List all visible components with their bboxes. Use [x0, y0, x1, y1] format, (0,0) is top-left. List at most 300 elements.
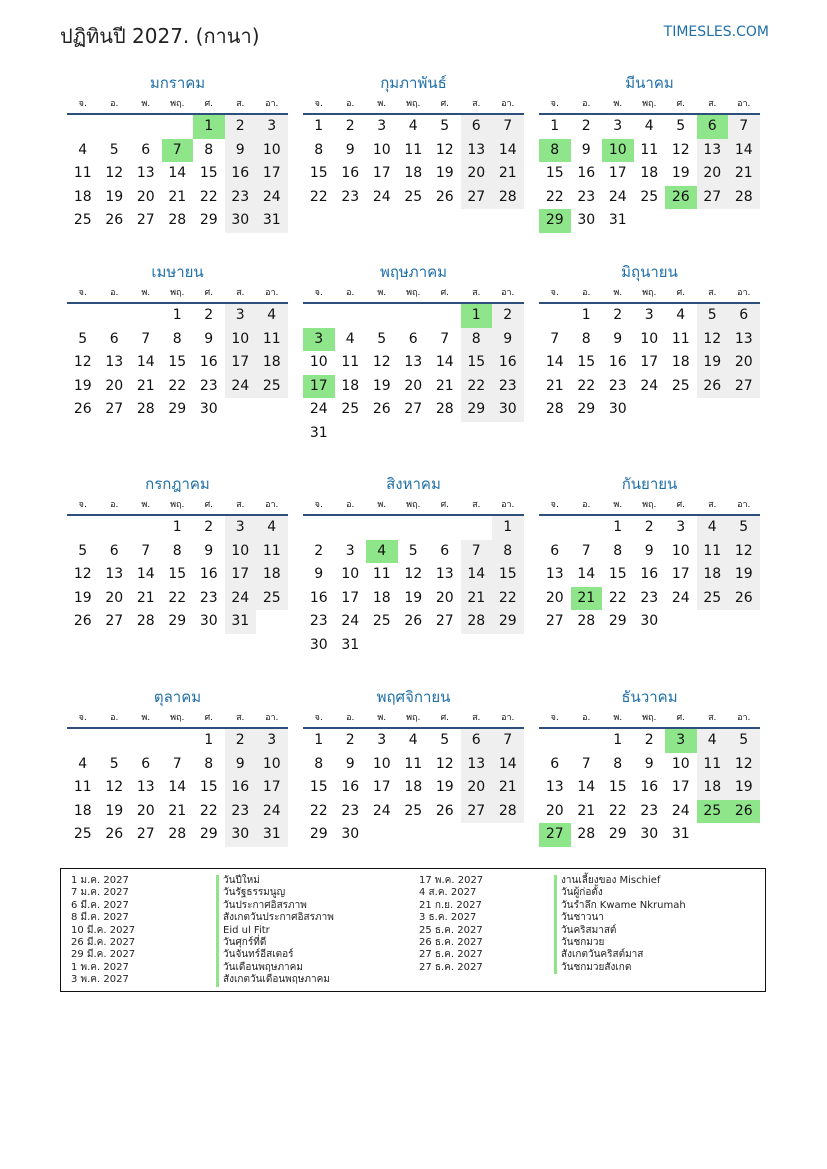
day-cell: 10	[341, 566, 360, 583]
day-cell: 25	[372, 613, 391, 630]
day-cell: 17	[671, 779, 690, 796]
day-cell: 25	[256, 587, 288, 611]
weekday-label: จ.	[78, 500, 87, 510]
empty-cell	[539, 304, 571, 328]
day-cell: 7	[461, 540, 493, 564]
month-name: มกราคม	[149, 74, 206, 92]
day-cell: 7	[440, 330, 450, 347]
day-cell: 17	[256, 776, 288, 800]
day-cell: 24	[372, 802, 391, 819]
weekday-label: อา.	[737, 500, 751, 510]
day-cell: 20	[404, 377, 423, 394]
day-cell: 23	[199, 589, 218, 606]
day-cell: 23	[341, 188, 360, 205]
day-cell: 8	[204, 755, 214, 772]
day-cell: 5	[377, 330, 387, 347]
month-name: กุมภาพันธ์	[380, 74, 447, 92]
day-cell: 7	[141, 330, 151, 347]
day-cell: 4	[345, 330, 355, 347]
day-cell: 6	[461, 729, 493, 753]
weekday-label: อ.	[582, 288, 591, 298]
month-name: กันยายน	[621, 475, 678, 493]
weekday-label: จ.	[314, 99, 323, 109]
day-cell: 11	[372, 566, 391, 583]
day-cell: 7	[581, 542, 591, 559]
day-cell: 4	[256, 516, 288, 540]
day-cell: 18	[256, 563, 288, 587]
day-cell: 12	[435, 141, 454, 158]
day-cell: 5	[78, 330, 88, 347]
day-cell: 14	[577, 566, 596, 583]
legend-right-names	[554, 875, 686, 974]
day-cell: 1	[172, 519, 182, 535]
day-cell: 5	[109, 141, 119, 158]
holiday-day-cell: 1	[461, 304, 493, 328]
legend-right-dates	[419, 875, 483, 974]
legend-holiday-name: วันชกมวย	[554, 937, 686, 949]
day-cell: 3	[256, 115, 288, 139]
weekday-header	[539, 710, 760, 729]
day-cell: 20	[105, 589, 124, 606]
empty-cell	[335, 304, 367, 328]
day-cell: 28	[728, 186, 760, 210]
day-cell: 4	[408, 118, 418, 134]
weekday-label: พ.	[613, 288, 623, 298]
day-cell: 19	[372, 377, 391, 394]
legend-date: 10 มี.ค. 2027	[71, 924, 136, 936]
weekday-header	[303, 710, 524, 729]
day-cell: 15	[309, 779, 328, 796]
day-cell: 18	[697, 776, 729, 800]
day-cell: 17	[225, 563, 257, 587]
weekday-label: ศ.	[676, 500, 686, 510]
day-cell: 9	[345, 141, 355, 158]
weekday-label: พ.	[141, 713, 151, 723]
day-cell: 16	[640, 566, 659, 583]
day-cell: 4	[78, 755, 88, 772]
holiday-day-cell: 3	[303, 328, 335, 352]
day-cell: 13	[461, 139, 493, 163]
day-cell: 14	[492, 753, 524, 777]
day-cell: 22	[492, 587, 524, 611]
day-cell: 4	[676, 307, 686, 323]
empty-cell	[130, 729, 162, 753]
day-cell: 25	[256, 375, 288, 399]
weekday-header	[539, 497, 760, 516]
day-cell: 28	[492, 186, 524, 210]
legend-date: 27 ธ.ค. 2027	[419, 961, 483, 973]
empty-cell	[571, 729, 603, 753]
day-cell: 29	[461, 398, 493, 422]
weekday-label: ศ.	[204, 713, 214, 723]
weekday-label: พฤ.	[406, 713, 421, 723]
weekday-label: พฤ.	[642, 99, 657, 109]
day-cell: 9	[644, 755, 654, 772]
day-cell: 1	[613, 519, 623, 535]
day-cell: 9	[204, 330, 214, 347]
holiday-day-cell: 26	[665, 186, 697, 210]
day-cell: 2	[204, 519, 214, 535]
day-cell: 12	[73, 354, 92, 371]
day-cell: 3	[377, 118, 387, 134]
day-cell: 8	[613, 755, 623, 772]
legend-holiday-name: สังเกตวันประกาศอิสรภาพ	[216, 912, 334, 924]
day-cell: 8	[581, 330, 591, 347]
day-cell: 16	[199, 354, 218, 371]
day-cell: 28	[136, 613, 155, 630]
day-cell: 17	[640, 354, 659, 371]
weekday-label: พ.	[377, 500, 387, 510]
day-cell: 26	[697, 375, 729, 399]
day-cell: 23	[199, 377, 218, 394]
day-cell: 27	[461, 186, 493, 210]
day-cell: 27	[435, 613, 454, 630]
day-cell: 2	[492, 304, 524, 328]
day-cell: 2	[581, 118, 591, 134]
day-cell: 29	[608, 613, 627, 630]
day-cell: 9	[225, 139, 257, 163]
day-cell: 2	[314, 542, 324, 559]
day-cell: 11	[671, 330, 690, 347]
month-block	[539, 70, 760, 233]
weekday-label: ส.	[472, 500, 481, 510]
day-cell: 15	[309, 165, 328, 182]
holiday-day-cell: 10	[602, 139, 634, 163]
legend-date: 7 ม.ค. 2027	[71, 887, 129, 899]
legend-left-names	[216, 875, 334, 987]
day-cell: 4	[697, 516, 729, 540]
day-cell: 24	[341, 613, 360, 630]
day-cell: 10	[671, 755, 690, 772]
day-cell: 9	[492, 328, 524, 352]
day-cell: 22	[309, 188, 328, 205]
day-grid	[303, 115, 524, 209]
day-cell: 28	[168, 826, 187, 843]
day-cell: 5	[78, 542, 88, 559]
weekday-header	[67, 710, 288, 729]
day-cell: 21	[492, 162, 524, 186]
empty-cell	[366, 516, 398, 540]
weekday-label: อา.	[737, 713, 751, 723]
day-cell: 3	[377, 732, 387, 748]
day-cell: 20	[105, 377, 124, 394]
month-name: ตุลาคม	[153, 688, 202, 706]
day-cell: 28	[545, 401, 564, 418]
day-cell: 10	[256, 753, 288, 777]
month-block	[303, 684, 524, 847]
legend-holiday-name: วันผู้ก่อตั้ง	[554, 887, 686, 899]
legend-date: 3 ธ.ค. 2027	[419, 912, 477, 924]
legend-holiday-name: วันปีใหม่	[216, 875, 334, 887]
day-cell: 11	[404, 141, 423, 158]
weekday-label: ศ.	[676, 713, 686, 723]
empty-cell	[539, 729, 571, 753]
day-cell: 17	[608, 165, 627, 182]
day-cell: 19	[105, 802, 124, 819]
day-cell: 3	[345, 542, 355, 559]
day-cell: 29	[577, 401, 596, 418]
empty-cell	[366, 304, 398, 328]
day-cell: 21	[136, 589, 155, 606]
day-cell: 8	[172, 330, 182, 347]
site-link[interactable]: TIMESLES.COM	[663, 24, 769, 40]
month-name: พฤศจิกายน	[376, 688, 451, 706]
weekday-label: อ.	[110, 99, 119, 109]
holiday-day-cell: 8	[539, 139, 571, 163]
empty-cell	[539, 516, 571, 540]
legend-left-dates	[71, 875, 135, 987]
day-cell: 12	[105, 165, 124, 182]
day-cell: 7	[728, 115, 760, 139]
weekday-label: อา.	[265, 500, 279, 510]
day-cell: 5	[728, 516, 760, 540]
day-cell: 14	[577, 779, 596, 796]
day-cell: 9	[581, 141, 591, 158]
empty-cell	[398, 516, 430, 540]
weekday-label: ศ.	[440, 500, 450, 510]
weekday-label: ศ.	[440, 288, 450, 298]
day-cell: 26	[435, 802, 454, 819]
day-cell: 30	[199, 401, 218, 418]
month-block	[67, 471, 288, 634]
day-cell: 16	[492, 351, 524, 375]
day-cell: 5	[109, 755, 119, 772]
weekday-label: พฤ.	[170, 288, 185, 298]
day-cell: 30	[640, 826, 659, 843]
day-cell: 23	[640, 589, 659, 606]
weekday-label: อา.	[265, 99, 279, 109]
day-cell: 7	[492, 729, 524, 753]
day-cell: 18	[73, 802, 92, 819]
day-cell: 3	[256, 729, 288, 753]
weekday-label: ส.	[472, 713, 481, 723]
day-cell: 1	[314, 732, 324, 748]
day-cell: 23	[577, 188, 596, 205]
day-cell: 13	[545, 779, 564, 796]
day-cell: 24	[309, 401, 328, 418]
weekday-label: จ.	[314, 500, 323, 510]
month-name: พฤษภาคม	[379, 263, 448, 281]
day-cell: 4	[408, 732, 418, 748]
legend-date: 29 มี.ค. 2027	[71, 949, 136, 961]
day-cell: 22	[199, 802, 218, 819]
day-grid	[303, 516, 524, 658]
day-cell: 17	[671, 566, 690, 583]
holiday-day-cell: 3	[665, 729, 697, 753]
day-cell: 12	[73, 566, 92, 583]
day-cell: 14	[136, 354, 155, 371]
legend-holiday-name: วันประกาศอิสรภาพ	[216, 900, 334, 912]
day-cell: 27	[697, 186, 729, 210]
day-cell: 4	[644, 118, 654, 134]
day-cell: 14	[168, 779, 187, 796]
month-name: เมษายน	[151, 263, 204, 281]
day-cell: 1	[550, 118, 560, 134]
weekday-label: อ.	[582, 99, 591, 109]
day-cell: 26	[435, 188, 454, 205]
day-cell: 23	[225, 186, 257, 210]
day-cell: 18	[256, 351, 288, 375]
legend-date: 27 ธ.ค. 2027	[419, 949, 483, 961]
legend-date: 6 มี.ค. 2027	[71, 899, 129, 911]
day-cell: 15	[168, 566, 187, 583]
weekday-label: ศ.	[440, 99, 450, 109]
empty-cell	[162, 729, 194, 753]
weekday-label: พฤ.	[642, 288, 657, 298]
day-cell: 11	[697, 540, 729, 564]
day-cell: 26	[105, 826, 124, 843]
day-cell: 20	[728, 351, 760, 375]
day-grid	[539, 115, 760, 233]
day-cell: 21	[168, 188, 187, 205]
day-cell: 31	[341, 636, 360, 653]
weekday-label: ศ.	[676, 288, 686, 298]
day-cell: 22	[168, 377, 187, 394]
weekday-label: อ.	[346, 288, 355, 298]
day-cell: 7	[550, 330, 560, 347]
day-cell: 11	[256, 328, 288, 352]
day-cell: 28	[577, 826, 596, 843]
month-block	[539, 259, 760, 422]
weekday-label: อ.	[110, 288, 119, 298]
day-cell: 14	[461, 563, 493, 587]
page-title: ปฏิทินปี 2027. (กานา)	[60, 24, 260, 48]
weekday-label: พ.	[613, 713, 623, 723]
day-cell: 13	[435, 566, 454, 583]
legend-holiday-name: วันรำลึก Kwame Nkrumah	[554, 900, 686, 912]
legend-holiday-name: วันศุกร์ที่ดี	[216, 937, 334, 949]
weekday-label: พฤ.	[642, 713, 657, 723]
weekday-label: ส.	[708, 500, 717, 510]
weekday-label: ส.	[236, 713, 245, 723]
weekday-label: พฤ.	[170, 713, 185, 723]
day-cell: 2	[345, 732, 355, 748]
day-cell: 20	[461, 162, 493, 186]
day-cell: 17	[372, 779, 391, 796]
day-cell: 19	[435, 779, 454, 796]
day-cell: 21	[461, 587, 493, 611]
day-cell: 12	[404, 566, 423, 583]
day-cell: 30	[309, 636, 328, 653]
month-name: สิงหาคม	[386, 475, 441, 493]
legend-holiday-name: วันเดือนพฤษภาคม	[216, 962, 334, 974]
legend-holiday-name: วันชกมวยสังเกต	[554, 962, 686, 974]
day-cell: 1	[314, 118, 324, 134]
day-cell: 11	[697, 753, 729, 777]
weekday-label: อ.	[110, 500, 119, 510]
day-cell: 23	[640, 802, 659, 819]
day-cell: 2	[644, 519, 654, 535]
holiday-day-cell: 25	[697, 800, 729, 824]
day-cell: 13	[728, 328, 760, 352]
day-cell: 27	[136, 212, 155, 229]
day-cell: 28	[492, 800, 524, 824]
empty-cell	[130, 115, 162, 139]
day-cell: 21	[728, 162, 760, 186]
weekday-header	[303, 497, 524, 516]
day-cell: 14	[136, 566, 155, 583]
day-cell: 20	[545, 589, 564, 606]
day-cell: 6	[408, 330, 418, 347]
day-cell: 5	[676, 118, 686, 134]
day-cell: 19	[728, 776, 760, 800]
empty-cell	[99, 729, 131, 753]
day-cell: 23	[341, 802, 360, 819]
day-cell: 13	[136, 779, 155, 796]
empty-cell	[398, 304, 430, 328]
weekday-label: พ.	[613, 500, 623, 510]
day-cell: 8	[314, 141, 324, 158]
day-cell: 21	[435, 377, 454, 394]
month-block	[67, 70, 288, 233]
day-cell: 31	[309, 424, 328, 441]
day-cell: 29	[168, 401, 187, 418]
day-cell: 3	[613, 118, 623, 134]
empty-cell	[67, 304, 99, 328]
day-cell: 30	[492, 398, 524, 422]
weekday-label: อา.	[501, 713, 515, 723]
weekday-label: ศ.	[676, 99, 686, 109]
weekday-label: พ.	[377, 99, 387, 109]
holiday-day-cell: 17	[303, 375, 335, 399]
weekday-header	[67, 497, 288, 516]
day-cell: 20	[697, 162, 729, 186]
day-cell: 14	[492, 139, 524, 163]
day-cell: 12	[728, 540, 760, 564]
day-cell: 25	[73, 212, 92, 229]
day-cell: 22	[545, 188, 564, 205]
day-cell: 26	[404, 613, 423, 630]
day-cell: 22	[199, 188, 218, 205]
day-cell: 31	[256, 209, 288, 233]
day-cell: 12	[435, 755, 454, 772]
legend-holiday-name: วันจันทร์อีสเตอร์	[216, 949, 334, 961]
weekday-label: พ.	[377, 288, 387, 298]
day-cell: 29	[199, 212, 218, 229]
day-cell: 3	[644, 307, 654, 323]
day-grid	[67, 115, 288, 233]
day-cell: 31	[608, 212, 627, 229]
day-cell: 25	[73, 826, 92, 843]
empty-cell	[67, 115, 99, 139]
day-cell: 27	[105, 401, 124, 418]
weekday-label: อ.	[110, 713, 119, 723]
day-cell: 1	[581, 307, 591, 323]
day-cell: 14	[435, 354, 454, 371]
weekday-label: ส.	[236, 99, 245, 109]
day-cell: 14	[728, 139, 760, 163]
day-cell: 7	[492, 115, 524, 139]
day-cell: 19	[73, 589, 92, 606]
day-cell: 12	[697, 328, 729, 352]
day-cell: 5	[697, 304, 729, 328]
day-cell: 14	[545, 354, 564, 371]
day-cell: 12	[105, 779, 124, 796]
day-cell: 18	[640, 165, 659, 182]
day-cell: 7	[172, 755, 182, 772]
day-grid	[539, 304, 760, 422]
day-cell: 19	[697, 351, 729, 375]
day-cell: 18	[73, 188, 92, 205]
legend-date: 17 พ.ค. 2027	[419, 875, 484, 886]
day-cell: 10	[256, 139, 288, 163]
empty-cell	[461, 516, 493, 540]
day-cell: 23	[225, 800, 257, 824]
day-cell: 15	[492, 563, 524, 587]
day-cell: 26	[105, 212, 124, 229]
empty-cell	[99, 304, 131, 328]
empty-cell	[303, 516, 335, 540]
